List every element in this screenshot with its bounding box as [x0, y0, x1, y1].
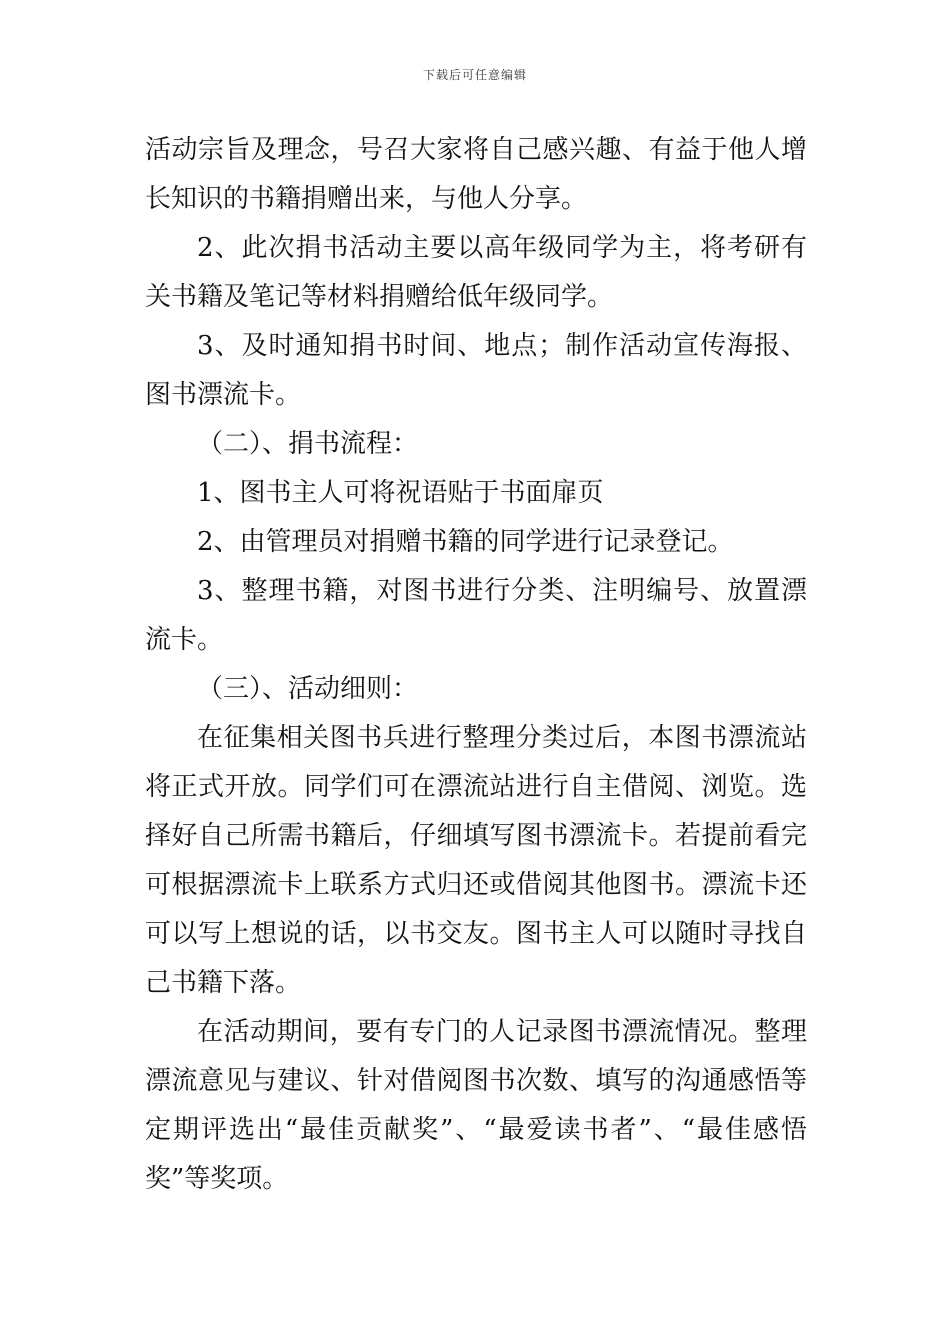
paragraph-process-step-2: 2、由管理员对捐赠书籍的同学进行记录登记。 — [197, 527, 734, 557]
section-heading-activity-rules: （三）、活动细则： — [197, 674, 419, 704]
document-body — [145, 126, 807, 1204]
page-header: 下载后可任意编辑 — [422, 68, 527, 82]
paragraph-purpose: 活动宗旨及理念，号召大家将自己感兴趣、有益于他人增长知识的书籍捐赠出来，与他人分享。 — [145, 135, 807, 214]
paragraph-rules-details: 在征集相关图书兵进行整理分类过后，本图书漂流站将正式开放。同学们可在漂流站进行自主借阅、浏览。选择好自己所需书籍后，仔细填写图书漂流卡。若提前看完可根据漂流卡上联系方式归还或借阅其他图书。漂流卡还可以写上想说的话，以书交友。图书主人可以随时寻找自己书籍下落。 — [145, 723, 807, 998]
section-heading-donation-process: （二）、捐书流程： — [197, 429, 419, 459]
paragraph-process-step-3: 3、整理书籍，对图书进行分类、注明编号、放置漂流卡。 — [145, 576, 807, 655]
paragraph-awards: 在活动期间，要有专门的人记录图书漂流情况。整理漂流意见与建议、针对借阅图书次数、填写的沟通感悟等定期评选出“最佳贡献奖”、“最爱读书者”、“最佳感悟奖”等奖项。 — [145, 1017, 807, 1194]
paragraph-process-step-1: 1、图书主人可将祝语贴于书面扉页 — [197, 478, 604, 508]
paragraph-item-2-senior-students: 2、此次捐书活动主要以高年级同学为主，将考研有关书籍及笔记等材料捐赠给低年级同学。 — [145, 233, 807, 312]
paragraph-item-3-notice: 3、及时通知捐书时间、地点；制作活动宣传海报、图书漂流卡。 — [145, 331, 807, 410]
